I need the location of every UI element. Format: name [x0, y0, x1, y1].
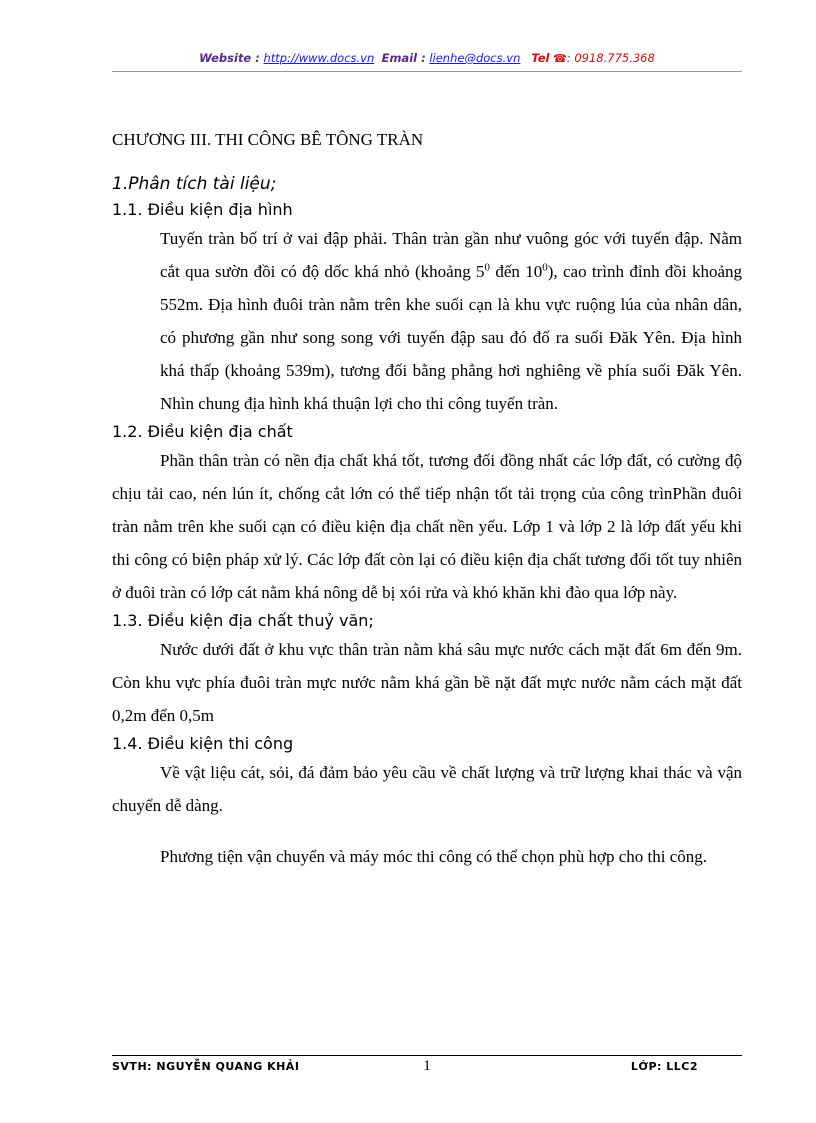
- email-label: Email: [381, 51, 418, 65]
- page-number: 1: [423, 1058, 431, 1074]
- website-label: Website :: [199, 51, 260, 65]
- terrain-text-a: Tuyến tràn bố trí ở vai đập phải. Thân tràn gần như vuông góc với tuyến đập. Nằm cắt qua sườn đồi có độ dốc khá nhỏ (khoảng 5: [160, 229, 742, 281]
- footer-class: LỚP: LLC2: [630, 1060, 698, 1073]
- degree-sup-a: 0: [484, 261, 491, 274]
- paragraph-hydrogeology: Nước dưới đất ở khu vực thân tràn nằm khá sâu mực nước cách mặt đất 6m đến 9m. Còn khu vực phía đuôi tràn mực nước nằm khá gần bề nặt đất mực nước nằm cách mặt đất 0,2m đến 0,5m: [112, 640, 742, 725]
- header-divider: [112, 71, 742, 72]
- tel-label: Tel: [531, 51, 550, 65]
- chapter-title: CHƯƠNG III. THI CÔNG BÊ TÔNG TRÀN: [112, 130, 424, 149]
- paragraph-terrain: [112, 222, 742, 420]
- phone-icon: ☎: [553, 52, 567, 65]
- terrain-text-b: đến 10: [490, 262, 543, 281]
- subsection-heading-1-2: 1.2. Điều kiện địa chất: [112, 422, 293, 441]
- paragraph-equipment: Phương tiện vận chuyển và máy móc thi công có thể chọn phù hợp cho thi công.: [160, 847, 707, 866]
- page-footer: [112, 1059, 742, 1077]
- subsection-heading-1-4: 1.4. Điều kiện thi công: [112, 734, 294, 753]
- website-link[interactable]: http://www.docs.vn: [263, 51, 375, 65]
- footer-divider: [112, 1055, 742, 1056]
- tel-number: : 0918.775.368: [566, 51, 655, 65]
- paragraph-geology: Phần thân tràn có nền địa chất khá tốt, tương đối đồng nhất các lớp đất, có cường độ chịu tải cao, nén lún ít, chống cắt lớn có thể tiếp nhận tốt tải trọng của công trìnPhần đuôi tràn nằm trên khe suối cạn có điều kiện địa chất nền yếu. Lớp 1 và lớp 2 là lớp đất yếu khi thi công có biện pháp xử lý. Các lớp đất còn lại có điều kiện địa chất tương đối tốt tuy nhiên ở đuôi tràn có lớp cát nằm khá nông dễ bị xói rửa và khó khăn khi đào qua lớp này.: [112, 451, 742, 602]
- paragraph-materials: Về vật liệu cát, sỏi, đá đảm bảo yêu cầu về chất lượng và trữ lượng khai thác và vận chuyển dễ dàng.: [112, 763, 742, 815]
- terrain-text-c: ), cao trình đỉnh đồi khoảng 552m. Địa hình đuôi tràn nằm trên khe suối cạn là khu vực ruộng lúa của nhân dân, có phương gần như song song với tuyến đập sau đó đổ ra suối Đăk Yên. Địa hình khá thấp (khoảng 539m), tương đối bằng phẳng hơi nghiêng về phía suối Đăk Yên. Nhìn chung địa hình khá thuận lợi cho thi công tuyến tràn.: [160, 262, 743, 413]
- section-heading: 1.Phân tích tài liệu;: [112, 174, 277, 194]
- page-header: [112, 51, 742, 65]
- email-separator: :: [417, 51, 426, 65]
- subsection-heading-1-3: 1.3. Điều kiện địa chất thuỷ văn;: [112, 611, 374, 630]
- degree-sup-b: 0: [542, 261, 548, 274]
- email-link[interactable]: lienhe@docs.vn: [429, 51, 521, 65]
- document-body: [112, 128, 742, 873]
- footer-student: SVTH: NGUYỄN QUANG KHẢI: [112, 1060, 300, 1073]
- subsection-heading-1-1: 1.1. Điều kiện địa hình: [112, 200, 293, 219]
